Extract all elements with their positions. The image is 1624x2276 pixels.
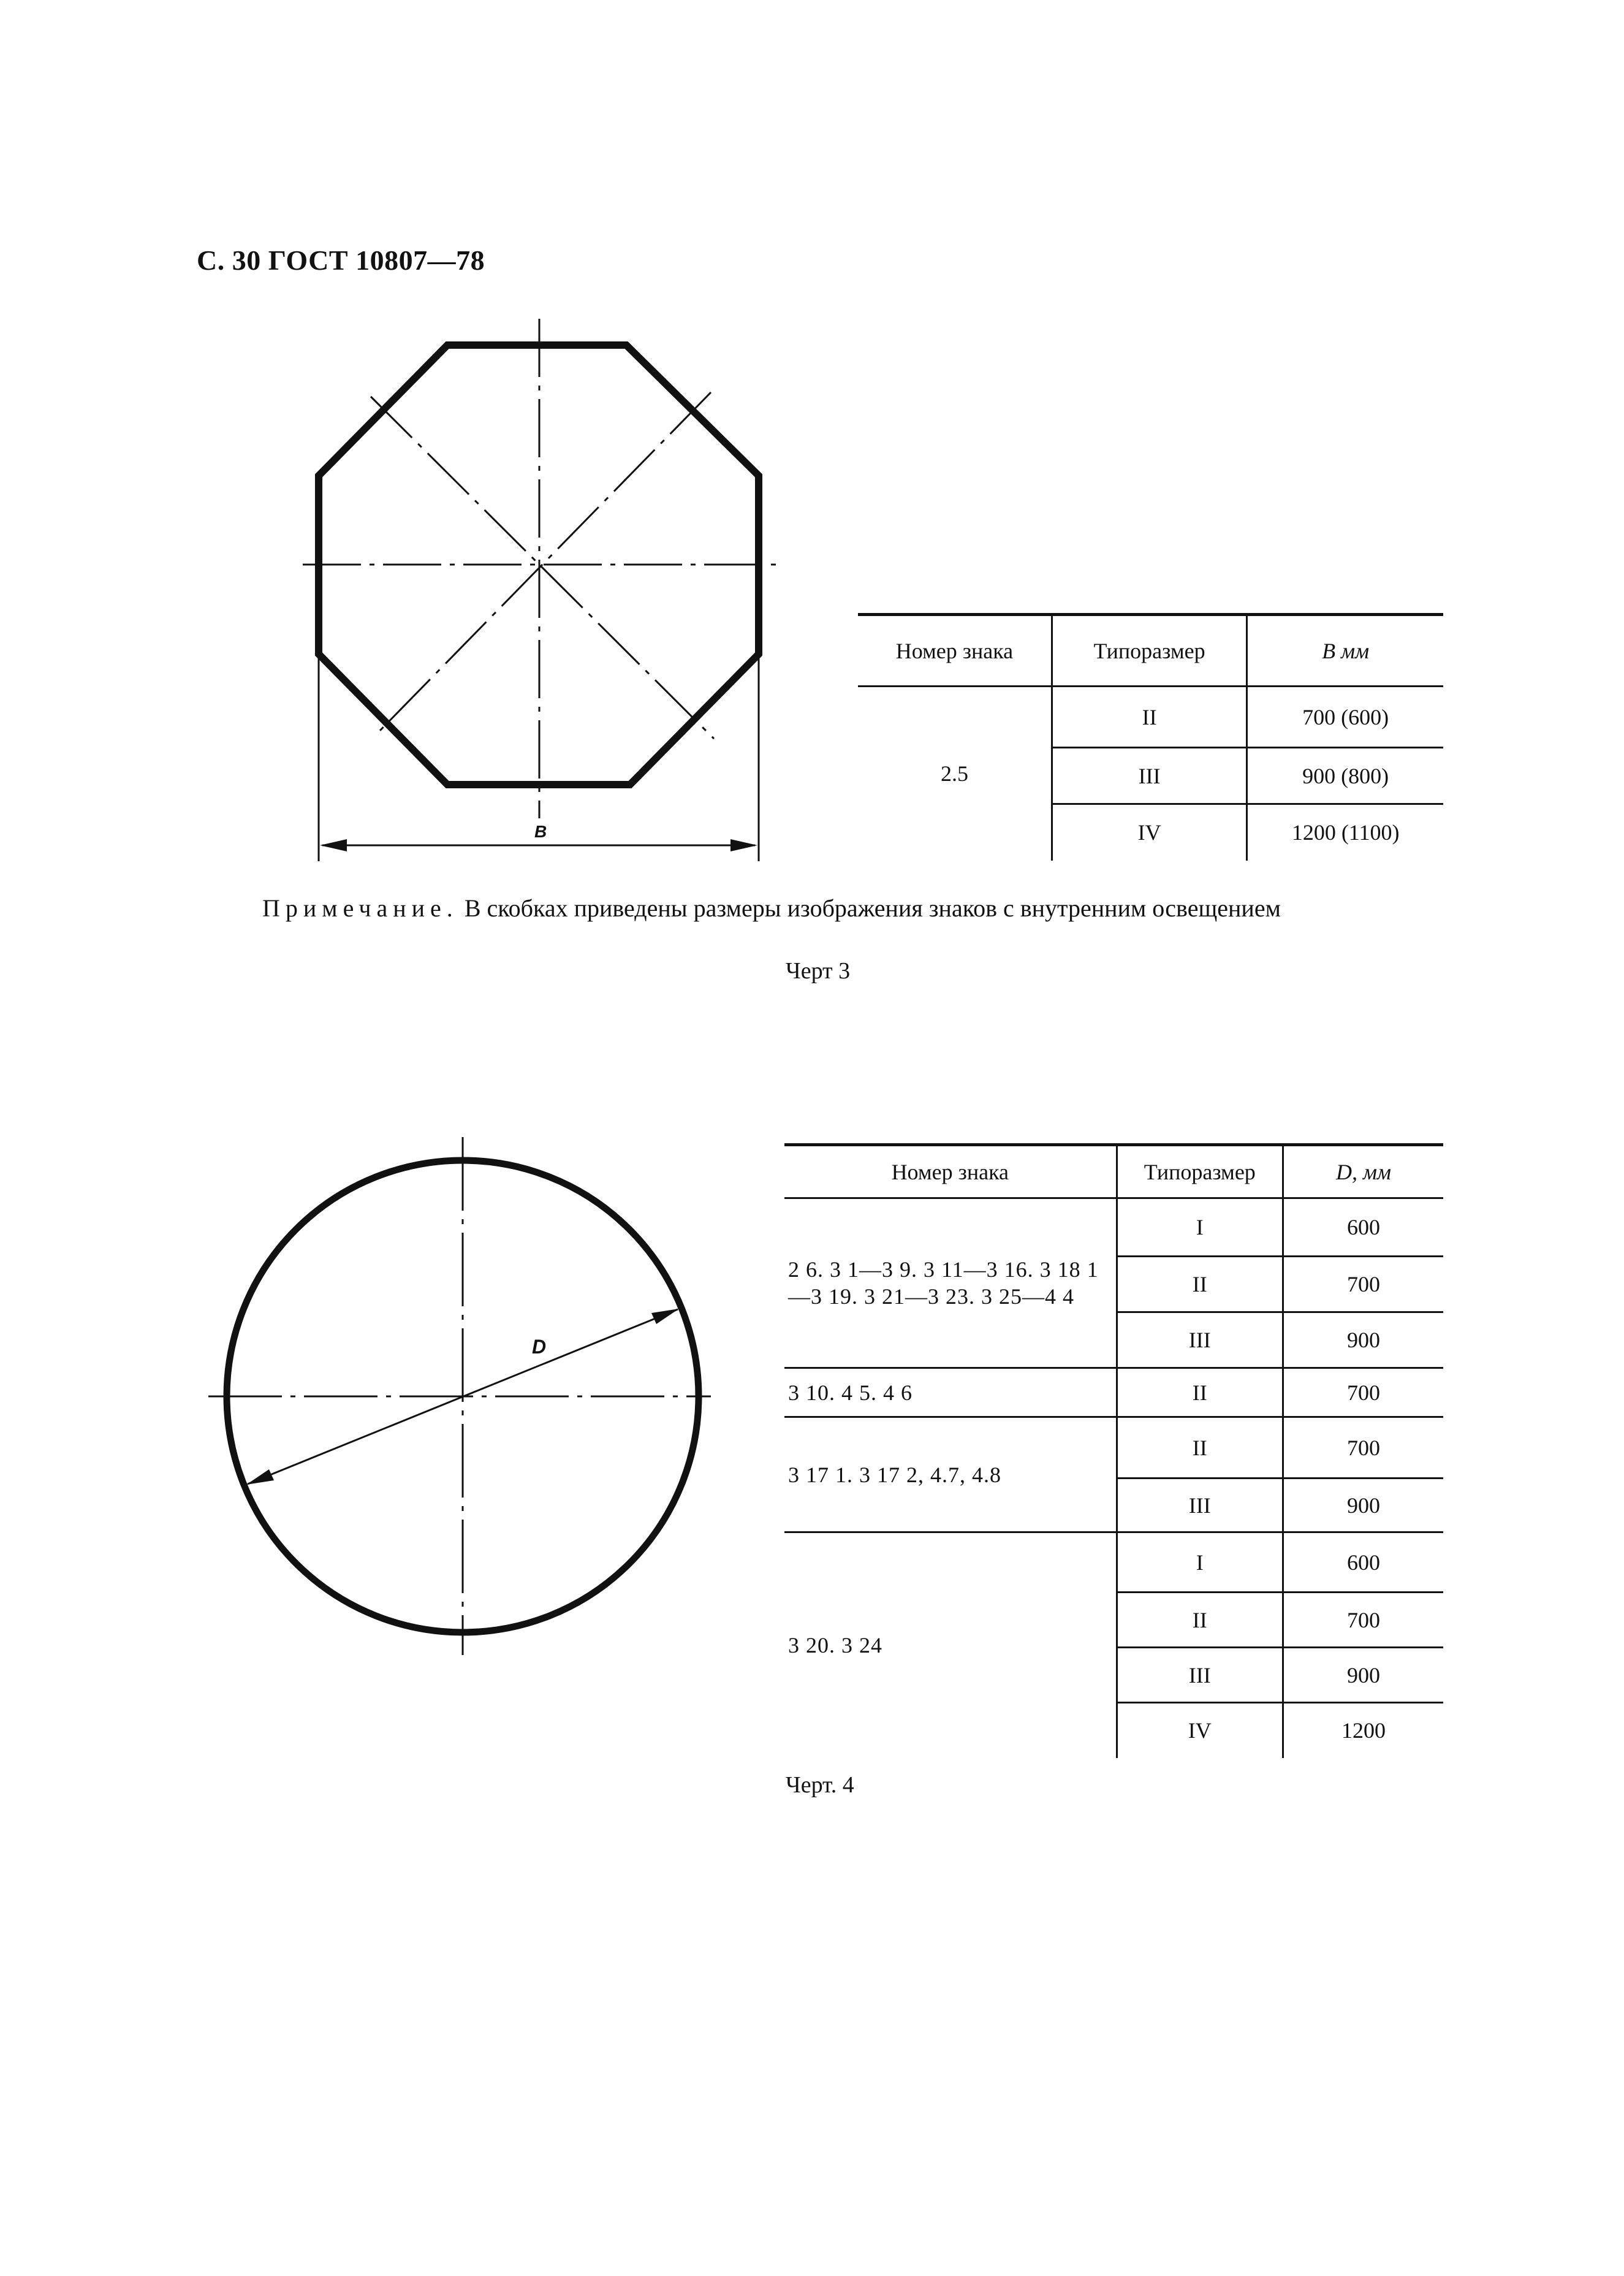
header-dimension: B мм (1247, 615, 1443, 687)
size-cell: III (1117, 1648, 1283, 1703)
sign-numbers-cell: 3 10. 4 5. 4 6 (784, 1368, 1117, 1417)
size-cell: II (1117, 1257, 1283, 1312)
header-sign-number: Номер знака (858, 615, 1052, 687)
size-cell: III (1117, 1479, 1283, 1532)
sign-numbers-cell: 3 17 1. 3 17 2, 4.7, 4.8 (784, 1417, 1117, 1532)
circle-dimension-label: D (532, 1336, 547, 1358)
sign-numbers-cell: 3 20. 3 24 (784, 1532, 1117, 1758)
size-cell: III (1117, 1312, 1283, 1368)
sign-numbers-cell: 2 6. 3 1—3 9. 3 11—3 16. 3 18 1—3 19. 3 21—3 23. 3 25—4 4 (788, 1257, 1099, 1309)
header-diameter-text: D, мм (1335, 1159, 1391, 1184)
size-cell: I (1117, 1532, 1283, 1593)
circle-drawing (202, 1128, 717, 1667)
value-cell: 900 (1283, 1648, 1443, 1703)
caption-chert3: Черт 3 (786, 958, 851, 984)
value-cell: 700 (1283, 1417, 1443, 1479)
octagon-drawing (288, 319, 803, 870)
value-cell: 700 (1283, 1593, 1443, 1648)
sign-number-cell: 2.5 (940, 761, 968, 786)
size-cell: IV (1052, 804, 1246, 861)
note-body: В скобках приведены размеры изображения знаков с внутренним освещением (464, 894, 1281, 922)
circle-centerlines (208, 1137, 711, 1655)
size-cell: II (1117, 1368, 1283, 1417)
value-cell: 1200 (1100) (1247, 804, 1443, 861)
caption-chert4: Черт. 4 (786, 1772, 854, 1798)
note-text (262, 894, 1281, 923)
octagon-dimension-label: B (534, 822, 547, 841)
value-cell: 600 (1283, 1532, 1443, 1593)
value-cell: 700 (1283, 1368, 1443, 1417)
value-cell: 900 (1283, 1479, 1443, 1532)
value-cell: 1200 (1283, 1703, 1443, 1758)
header-diameter (1283, 1145, 1443, 1198)
size-cell: IV (1117, 1703, 1283, 1758)
value-cell: 900 (1283, 1312, 1443, 1368)
value-cell: 700 (1283, 1257, 1443, 1312)
value-cell: 600 (1283, 1198, 1443, 1257)
octagon-centerlines (303, 319, 784, 818)
note-prefix: Примечание. (262, 894, 458, 922)
header-sign-number: Номер знака (784, 1145, 1117, 1198)
table-chert3 (858, 613, 1443, 861)
header-size: Типоразмер (1052, 615, 1246, 687)
size-cell: II (1052, 687, 1246, 748)
size-cell: I (1117, 1198, 1283, 1257)
table-chert4 (784, 1143, 1443, 1758)
size-cell: III (1052, 748, 1246, 804)
value-cell: 700 (600) (1247, 687, 1443, 748)
size-cell: II (1117, 1417, 1283, 1479)
header-size: Типоразмер (1117, 1145, 1283, 1198)
size-cell: II (1117, 1593, 1283, 1648)
page-header: С. 30 ГОСТ 10807—78 (197, 245, 485, 276)
value-cell: 900 (800) (1247, 748, 1443, 804)
